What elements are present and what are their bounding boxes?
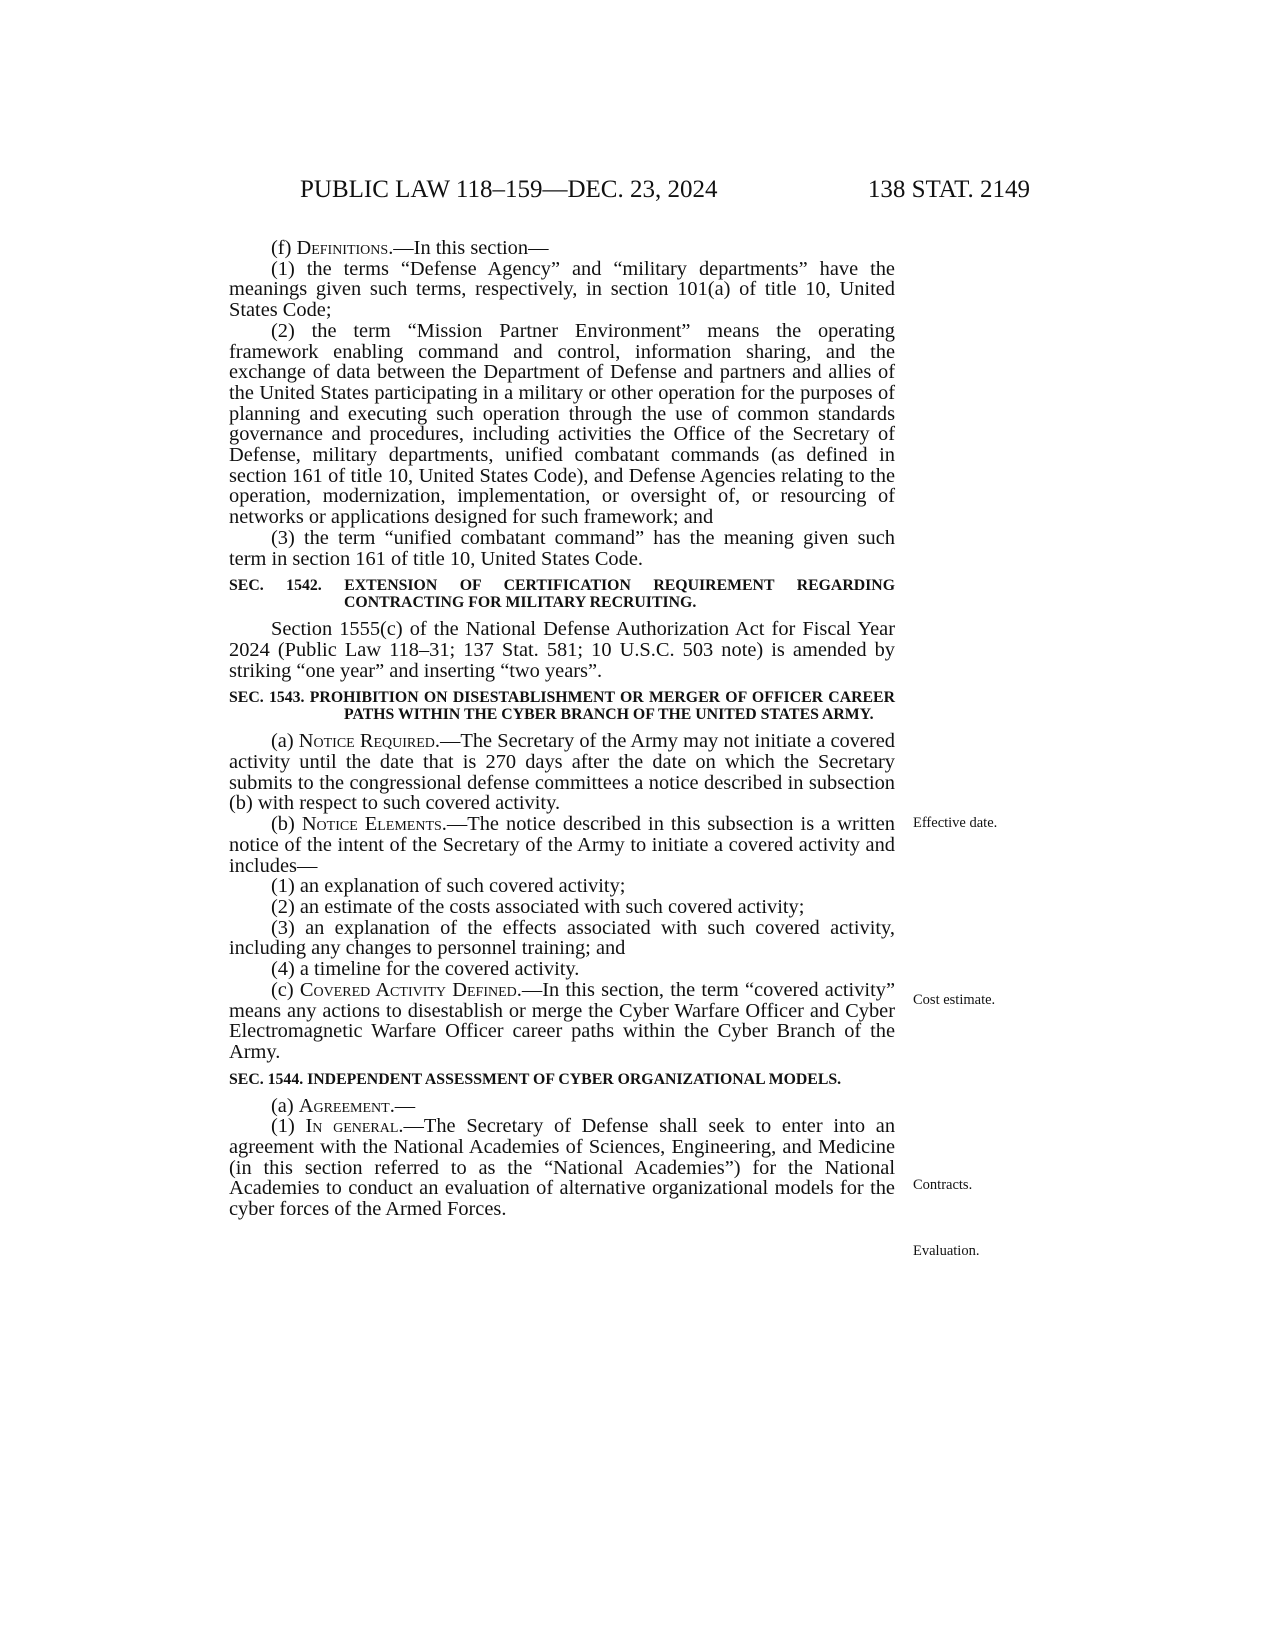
statute-page-number: 138 STAT. 2149 [867,176,1030,203]
section-1542-body: Section 1555(c) of the National Defense Authorization Act for Fiscal Year 2024 (Public Law 118–31; 137 Stat. 581; 10 U.S.C. 503 note) is amended by striking “one year” and inserting “two years”. [229,618,895,682]
notice-element-3: (3) an explanation of the effects associated with such covered activity, including any changes to personnel training; and [229,916,895,960]
agreement-paragraph-1: (1) In general.—The Secretary of Defense shall seek to enter into an agreement with the National Academies of Sciences, Engineering, and Medicine (in this section referred to as the “National Academies”) for the National Academies to conduct an evaluation of alternative organizational models for the cyber forces of the Armed Forces. [229,1115,896,1221]
subsection-a-notice-required: (a) Notice Required.—The Secretary of the Army may not initiate a covered activity until the date that is 270 days after the date on which the Secretary submits to the congressional defense committees a notice described in subsection (b) with respect to such covered activity. [229,730,896,815]
public-law-title: PUBLIC LAW 118–159—DEC. 23, 2024 [300,176,718,203]
notice-element-4: (4) a timeline for the covered activity. [271,958,580,981]
definition-1: (1) the terms “Defense Agency” and “military departments” have the meanings given such terms, respectively, in section 101(a) of title 10, United States Code; [229,257,895,322]
page-header [300,176,1030,216]
subsection-c-covered-activity: (c) Covered Activity Defined.—In this section, the term “covered activity” means any actions to disestablish or merge the Cyber Warfare Officer and Cyber Electromagnetic Warfare Officer career paths within the Cyber Branch of the Army. [229,978,895,1063]
section-1544-heading: SEC. 1544. INDEPENDENT ASSESSMENT OF CYBER ORGANIZATIONAL MODELS. [229,1070,842,1088]
definition-3: (3) the term “unified combatant command” has the meaning given such term in section 161 of title 10, United States Code. [229,526,895,570]
subsection-b-notice-elements: (b) Notice Elements.—The notice described in this subsection is a written notice of the intent of the Secretary of the Army to initiate a covered activity and includes— [229,813,896,877]
section-1543-heading: SEC. 1543. PROHIBITION ON DISESTABLISHMENT OR MERGER OF OFFICER CAREER PATHS WITHIN THE CYBER BRANCH OF THE UNITED STATES ARMY. [229,689,895,724]
definition-2: (2) the term “Mission Partner Environment” means the operating framework enabling command and control, information sharing, and the exchange of data between the Department of Defense and partners and allies of the United States participating in a military or other operation for the purposes of planning and executing such operation through the use of common standards governance and procedures, including activities the Office of the Secretary of Defense, military departments, unified combatant commands (as defined in section 161 of title 10, United States Code), and Defense Agencies relating to the operation, modernization, implementation, or oversight of, or resourcing of networks or applications designed for such framework; and [229,319,895,529]
subsection-a-agreement: (a) Agreement.— [271,1094,416,1117]
margin-note-contracts: Contracts. [913,1177,973,1193]
document-body [229,238,895,1220]
notice-element-1: (1) an explanation of such covered activity; [271,875,626,898]
section-1542-heading: SEC. 1542. EXTENSION OF CERTIFICATION REQUIREMENT REGARDING CONTRACTING FOR MILITARY RECRUITING. [229,577,895,612]
notice-element-2: (2) an estimate of the costs associated with such covered activity; [271,895,805,918]
subsection-f-heading: (f) Definitions.—In this section— [271,237,549,259]
margin-note-cost-estimate: Cost estimate. [913,992,996,1008]
margin-note-effective-date: Effective date. [913,815,998,831]
margin-note-evaluation: Evaluation. [913,1243,980,1259]
